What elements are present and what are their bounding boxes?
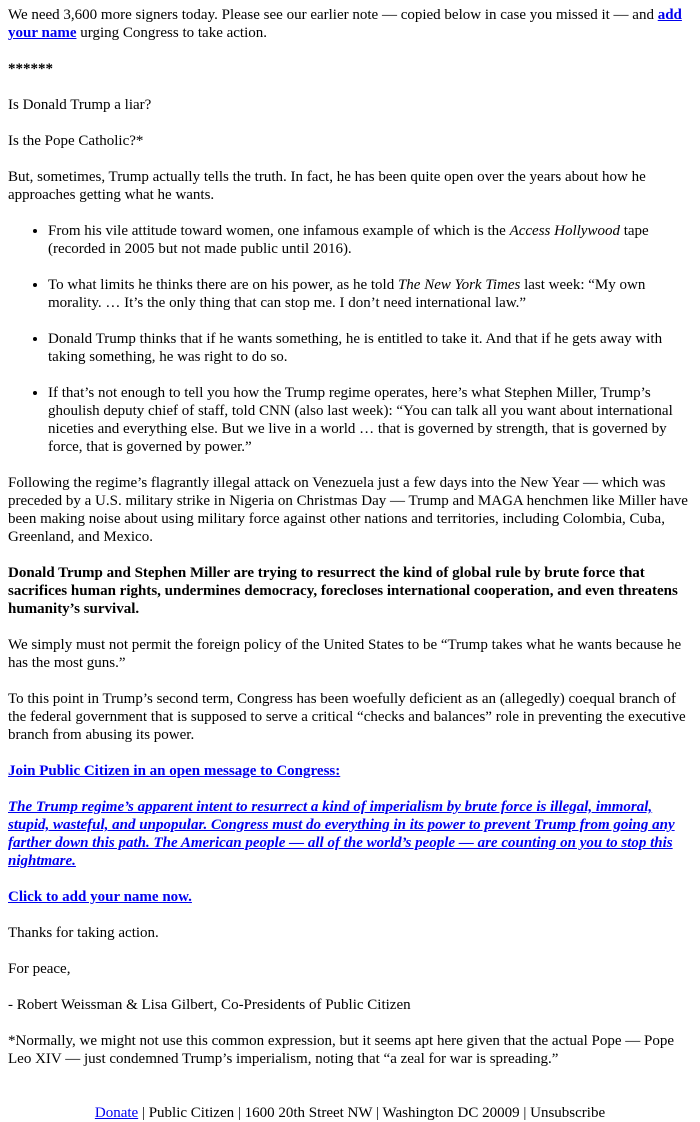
footnote: *Normally, we might not use this common expression, but it seems apt here given that the actual Pope — Pope Leo XIV — just condemned Trump’s imperialism, noting that “a zeal for war is spreading.” (8, 1033, 674, 1067)
thanks-text: Thanks for taking action. (8, 925, 159, 941)
list-item: • Donald Trump thinks that if he wants something, he is entitled to take it. And that if he gets away with taking something, he was right to do so. (48, 330, 692, 366)
intro-paragraph (8, 6, 692, 42)
unsubscribe-link[interactable]: Unsubscribe (530, 1105, 606, 1121)
bold-statement: Donald Trump and Stephen Miller are trying to resurrect the kind of global rule by brute force that sacrifices human rights, undermines democracy, forecloses international cooperation, and even threatens humanity’s survival. (8, 565, 678, 617)
footer-separator: | (372, 1105, 383, 1121)
footer-separator: | (519, 1105, 531, 1121)
footer-address: 1600 20th Street NW (244, 1105, 373, 1121)
congress-paragraph: To this point in Trump’s second term, Congress has been woefully deficient as an (allegedly) coequal branch of the federal government that is supposed to serve a critical “checks and balances” role in preventing the executive branch from abusing its power. (8, 691, 686, 743)
question-liar: Is Donald Trump a liar? (8, 97, 152, 113)
bullet-text: last week: “My own morality. … It’s the only thing that can stop me. I don’t need international law.” (48, 277, 646, 311)
add-your-name-link[interactable]: add your name (8, 7, 682, 41)
list-item: • If that’s not enough to tell you how the Trump regime operates, here’s what Stephen Miller, Trump’s ghoulish deputy chief of staff, told CNN (also last week): “You can talk all you want about international niceties and everything else. But we live in a world … that is governed by strength, that is governed by force, that is governed by power.” (48, 384, 692, 456)
click-to-add-name-link[interactable]: Click to add your name now. (8, 889, 192, 905)
join-link[interactable]: Join Public Citizen in an open message to Congress: (8, 763, 341, 779)
footer-org: Public Citizen (148, 1105, 235, 1121)
footer (8, 1104, 692, 1122)
donate-link[interactable]: Donate (94, 1105, 139, 1121)
separator: ****** (8, 61, 53, 77)
closing-text: For peace, (8, 961, 71, 977)
nyt-title: The New York Times (397, 277, 521, 293)
bullet-text: To what limits he thinks there are on his power, as he told (48, 277, 398, 293)
signature: - Robert Weissman & Lisa Gilbert, Co-Presidents of Public Citizen (8, 997, 411, 1013)
truth-paragraph: But, sometimes, Trump actually tells the truth. In fact, he has been quite open over the years about how he approaches getting what he wants. (8, 169, 646, 203)
list-item (48, 222, 692, 258)
foreign-policy-paragraph: We simply must not permit the foreign policy of the United States to be “Trump takes what he wants because he has the most guns.” (8, 637, 682, 671)
access-hollywood-title: Access Hollywood (509, 223, 620, 239)
bullet-list (8, 222, 692, 456)
list-item (48, 276, 692, 312)
venezuela-paragraph: Following the regime’s flagrantly illegal attack on Venezuela just a few days into the New Year — which was preceded by a U.S. military strike in Nigeria on Christmas Day — Trump and MAGA henchmen like Miller have been making noise about using military force against other nations and territories, including Colombia, Cuba, Greenland, and Mexico. (8, 475, 688, 545)
question-pope: Is the Pope Catholic?* (8, 133, 144, 149)
footer-separator: | (138, 1105, 149, 1121)
intro-text-end: urging Congress to take action. (76, 25, 268, 41)
footer-city: Washington DC 20009 (382, 1105, 520, 1121)
bullet-text: From his vile attitude toward women, one infamous example of which is the (48, 223, 510, 239)
footer-separator: | (234, 1105, 245, 1121)
open-message-link[interactable]: The Trump regime’s apparent intent to resurrect a kind of imperialism by brute force is illegal, immoral, stupid, wasteful, and unpopular. Congress must do everything in its power to prevent Trump from going any farther down this path. The American people — all of the world’s people — are counting on you to stop this nightmare. (8, 799, 675, 869)
bullet-text: tape (recorded in 2005 but not made public until 2016). (48, 223, 649, 257)
intro-text: We need 3,600 more signers today. Please see our earlier note — copied below in case you missed it — and (8, 7, 658, 23)
